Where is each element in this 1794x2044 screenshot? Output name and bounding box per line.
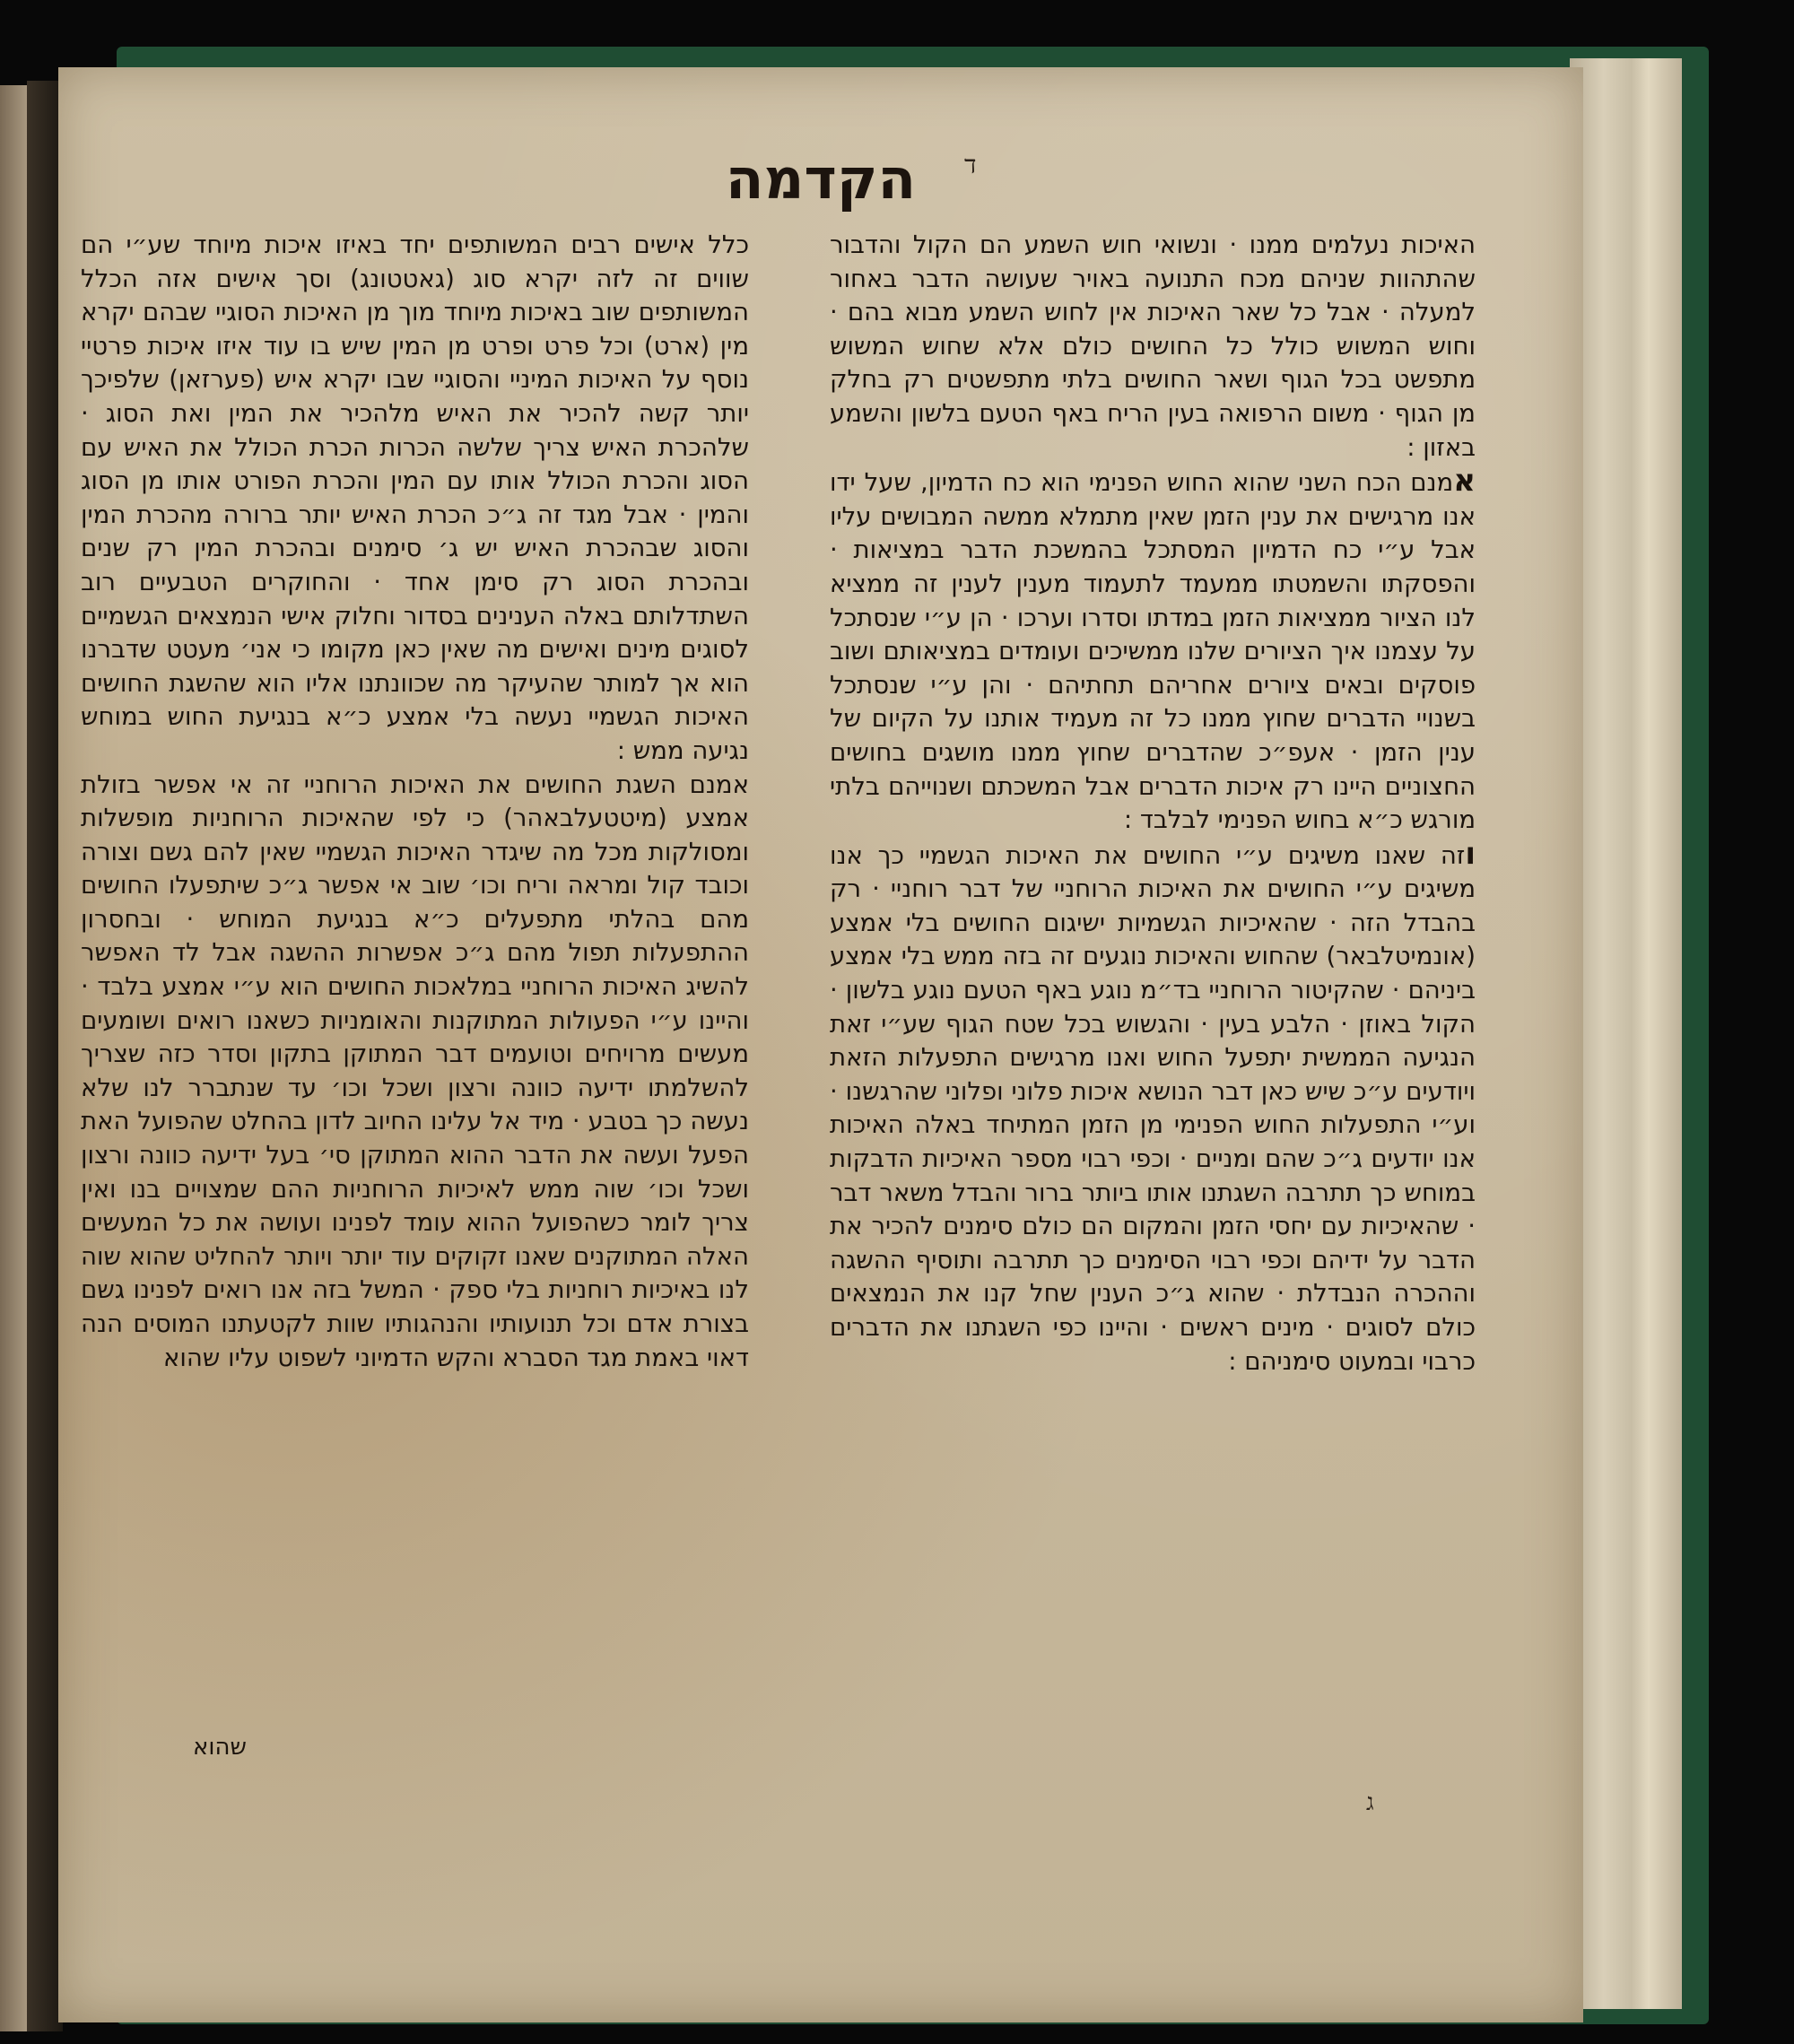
- book-page: [58, 67, 1583, 2022]
- paragraph: אמנם השגת החושים את האיכות הרוחניי זה אי אפשר בזולת אמצע (מיטטעלבאהר) כי לפי שהאיכות הרוחניות מופשלות ומסולקות מכל מה שיגדר האיכות הגשמיי שאין להם גשם וצורה וכובד קול ומראה וריח וכו׳ שוב אי אפשר ג״כ שיתפעלו החושים מהם בהלתי מתפעלים כ״א בנגיעת המוחש · ובחסרון ההתפעלות תפול מהם ג״כ אפשרות ההשגה אבל לד האפשר להשיג האיכות הרוחניי במלאכות החושים הוא ע״י אמצע בלבד · והיינו ע״י הפעולות המתוקנות והאומניות כשאנו רואים ושומעים מעשים מרויחים וטועמים דבר המתוקן בתקון וסדר כזה שצריך להשלמתו ידיעה כוונה ורצון ושכל וכו׳ עד שנתברר לנו שלא נעשה כך בטבע · מיד אל עלינו החיוב לדון בהחלט שהפועל האת הפעל ועשה את הדבר ההוא המתוקן סי׳ בעל ידיעה כוונה ורצון ושכל וכו׳ שוה ממש לאיכיות הרוחניות ההם שמצויים בנו ואין צריך לומר כשהפועל ההוא עומד לפנינו ועושה את כל המעשים האלה המתוקנים שאנו זקוקים עוד יותר ויותר להחליט שהוא שוה לנו באיכיות רוחניות בלי ספק · המשל בזה אנו רואים לפנינו גשם בצורת אדם וכל תנועותיו והנהגותיו שוות לקטעתנו המוסים הנה דאוי באמת מגד הסברא והקש הדמיוני לשפוט עליו שהוא: [81, 770, 749, 1372]
- footer-mark: ג: [1366, 1789, 1374, 1816]
- binding-gutter: [27, 81, 63, 2031]
- catchword: שהוא: [193, 1734, 247, 1761]
- paragraph: אמנם הכח השני שהוא החוש הפנימי הוא כח הדמיון, שעל ידו אנו מרגישים את ענין הזמן שאין מתמלא ממשה המבושים עליו אבל ע״י כח הדמיון המסתכל בהמשכת הדבר במציאות · והפסקתו והשמטתו ממעמד לתעמוד מענין לענין זה ממציא לנו הציור ממציאות הזמן במדתו וסדרו וערכו · הן ע״י שנסתכל על עצמנו איך הציורים שלנו ממשיכים ועומדים במציאותם ושוב פוסקים ובאים ציורים אחריהם תחתיהם · והן ע״י שנסתכל בשנויי הדברים שחוץ ממנו כל זה מעמיד אותנו על הקיום של ענין הזמן · אעפ״כ שהדברים שחוץ ממנו מושגים בחושים החצוניים היינו רק איכות הדברים אבל המשכתם ושנוייהם בלתי מורגש כ״א בחוש הפנימי לבלבד :: [830, 463, 1476, 835]
- paragraph: כלל אישים רבים המשותפים יחד באיזו איכות מיוחד שע״י הם שווים זה לזה יקרא סוג (גאטטונג) וסך אישים אזה הכלל המשותפים שוב באיכות מיוחד מוך מן האיכות הסוגיי שבהם יקרא מין (ארט) וכל פרט ופרט מן המין שיש בו עוד איזו איכות פרטיי נוסף על האיכות המיניי והסוגיי שבו יקרא איש (פערזאן) שלפיכך יותר קשה להכיר את האיש מלהכיר את המין ואת הסוג · שלהכרת האיש צריך שלשה הכרות הכרת הכולל את האיש עם הסוג והכרת הכולל אותו עם המין והכרת הפורט אותו מן הסוג והמין · אבל מגד זה ג״כ הכרת האיש יותר ברורה מהכרת המין והסוג שבהכרת האיש יש ג׳ סימנים ובהכרת המין רק שנים ובהכרת הסוג רק סימן אחד · והחוקרים הטבעיים רוב השתדלותם באלה הענינים בסדור וחלוק אישי הנמצאים הגשמיים לסוגים מינים ואישים מה שאין כאן מקומו כי אני׳ מעטט שדברנו הוא אך למותר שהעיקר מה שכוונתנו אליו הוא שהשגת החושים האיכות הגשמיי נעשה בלי אמצע כ״א בנגיעת החוש במוחש נגיעה ממש :: [81, 230, 749, 765]
- signature-mark: ד: [964, 150, 977, 179]
- text-column-right: [830, 229, 1476, 1379]
- paragraph: האיכות נעלמים ממנו · ונשואי חוש השמע הם הקול והדבור שהתהוות שניהם מכח התנועה באויר שעושה הדבר באחור למעלה · אבל כל שאר האיכות אין לחוש השמע מבוא בהם · וחוש המשוש כולל כל החושים כולם אלא שחוש המשוש מתפשט בכל הגוף ושאר החושים בלתי מתפשטים רק בחלק מן הגוף · משום הרפואה בעין הריח באף הטעם בלשון והשמע באזון :: [830, 230, 1476, 462]
- facing-page-sliver: [0, 85, 27, 2031]
- paragraph: וזה שאנו משיגים ע״י החושים את האיכות הגשמיי כך אנו משיגים ע״י החושים את האיכות הרוחניי של דבר רוחניי · רק בהבדל הזה · שהאיכיות הגשמיות ישיגום החושים בלי אמצע (אונמיטלבאר) שהחוש והאיכות נוגעים זה בזה ממש בלי אמצע ביניהם · שהקיטור הרוחניי בד״מ נוגע באף הטעם נוגע בלשון · הקול באוזן · הלבע בעין · והגשוש בכל שטח הגוף שע״י זאת הנגיעה הממשית יתפעל החוש ואנו מרגישים התפעלות הזאת ויודעים ע״כ שיש כאן דבר הנושא איכות פלוני ופלוני שהרגשנו · וע״י התפעלות החוש הפנימי מן הזמן המתיחד באלה האיכות אנו יודעים ג״כ שהם ומניים · וכפי רבוי מספר האיכיות הדבקות במוחש כך תתרבה השגתנו אותו ביותר ברור והבדל משאר דבר · שהאיכיות עם יחסי הזמן והמקום הם כולם סימנים להכיר את הדבר על ידיהם וכפי רבוי הסימנים כך תתרבה ותוסיף ההשגה וההכרה הנבדלת · שהוא ג״כ הענין שחל קנו את הנמצאים כולם לסוגים · מינים ראשים · והיינו כפי השגתנו את הדברים כרבוי ובמעוט סימניהם :: [830, 835, 1476, 1376]
- text-column-left: [81, 229, 749, 1375]
- page-title: הקדמה: [725, 146, 917, 212]
- page-block-edge: [1570, 58, 1682, 2009]
